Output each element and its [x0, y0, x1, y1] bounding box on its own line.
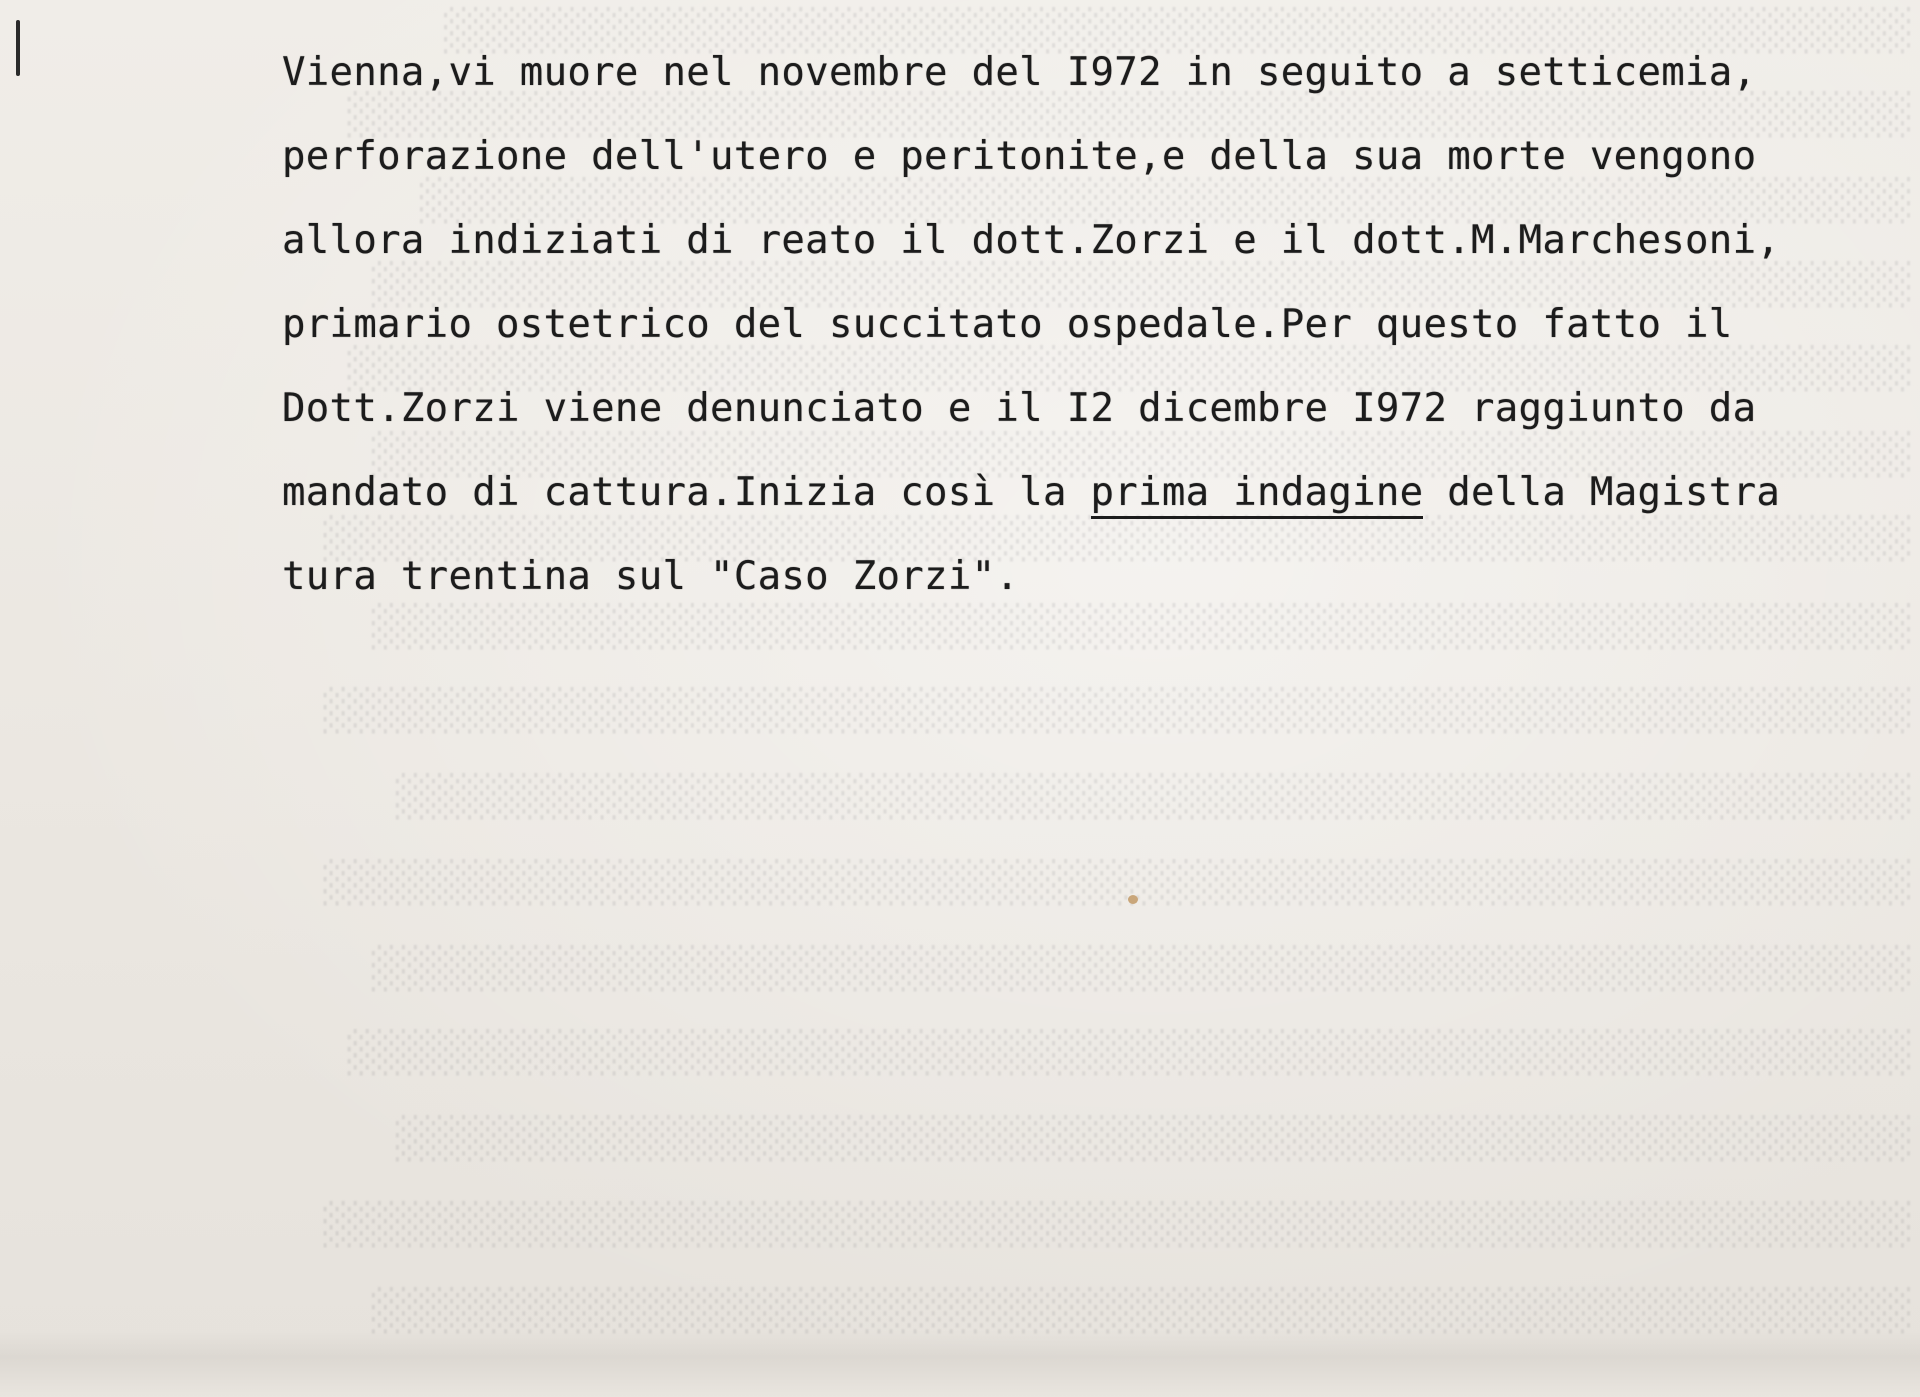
text-line-5: Dott.Zorzi viene denunciato e il I2 dicembre I972 raggiunto da: [282, 386, 1757, 431]
text-line-2: perforazione dell'utero e peritonite,e della sua morte vengono: [282, 134, 1757, 179]
text-line-6-end: della Magistra: [1423, 470, 1781, 515]
text-line-6-start: mandato di cattura.Inizia così la: [282, 470, 1091, 515]
bleed-through-text: ░░░░░░░░░░░░░░░░░░░░░░░░░░░░░░░░░░░░░░░░░░░░░░░░░░░░░░░░░░░░░ ░░░░░░░░░░░░░░░░░░░░░░░░░░░░░░░░░░░░░░░░░░░░░░░░░░░░░░░░░░░░░░░░░ ░░░░░░░░░░░░░░░░░░░░░░░░░░░░░░░░░░░░░░░░░░░░░░░░░░░░░░░░░░░░░░ ░░░░░░░░░░░░░░░░░░░░░░░░░░░░░░░░░░░░░░░░░░░░░░░░░░░░░░░░░░░░░░░░ ░░░░░░░░░░░░░░░░░░░░░░░░░░░░░░░░░░░░░░░░░░░░░░░░░░░░░░░░░░░░░░░░░ ░░░░░░░░░░░░░░░░░░░░░░░░░░░░░░░░░░░░░░░░░░░░░░░░░░░░░░░░░░░░░░░░ ░░░░░░░░░░░░░░░░░░░░░░░░░░░░░░░░░░░░░░░░░░░░░░░░░░░░░░░░░░░░░░░░░░ ░░░░░░░░░░░░░░░░░░░░░░░░░░░░░░░░░░░░░░░░░░░░░░░░░░░░░░░░░░░░░░░░ ░░░░░░░░░░░░░░░░░░░░░░░░░░░░░░░░░░░░░░░░░░░░░░░░░░░░░░░░░░░░░░░░░░ ░░░░░░░░░░░░░░░░░░░░░░░░░░░░░░░░░░░░░░░░░░░░░░░░░░░░░░░░░░░░░░░ ░░░░░░░░░░░░░░░░░░░░░░░░░░░░░░░░░░░░░░░░░░░░░░░░░░░░░░░░░░░░░░░░░░ ░░░░░░░░░░░░░░░░░░░░░░░░░░░░░░░░░░░░░░░░░░░░░░░░░░░░░░░░░░░░░░░░ ░░░░░░░░░░░░░░░░░░░░░░░░░░░░░░░░░░░░░░░░░░░░░░░░░░░░░░░░░░░░░░░░░ ░░░░░░░░░░░░░░░░░░░░░░░░░░░░░░░░░░░░░░░░░░░░░░░░░░░░░░░░░░░░░░░ ░░░░░░░░░░░░░░░░░░░░░░░░░░░░░░░░░░░░░░░░░░░░░░░░░░░░░░░░░░░░░░░░░░ ░░░░░░░░░░░░░░░░░░░░░░░░░░░░░░░░░░░░░░░░░░░░░░░░░░░░░░░░░░░░░░░░: [320, 8, 1910, 1334]
text-line-7: tura trentina sul "Caso Zorzi".: [282, 554, 1020, 599]
margin-mark: [16, 20, 20, 76]
underlined-phrase: prima indagine: [1091, 470, 1424, 519]
text-line-1: Vienna,vi muore nel novembre del I972 in seguito a setticemia,: [282, 50, 1757, 95]
text-line-4: primario ostetrico del succitato ospedale.Per questo fatto il: [282, 302, 1733, 347]
paper-fold: [0, 1330, 1920, 1397]
text-line-3: allora indiziati di reato il dott.Zorzi e il dott.M.Marchesoni,: [282, 218, 1781, 263]
text-line-6: [282, 470, 1780, 515]
paper-stain: [1128, 895, 1138, 904]
